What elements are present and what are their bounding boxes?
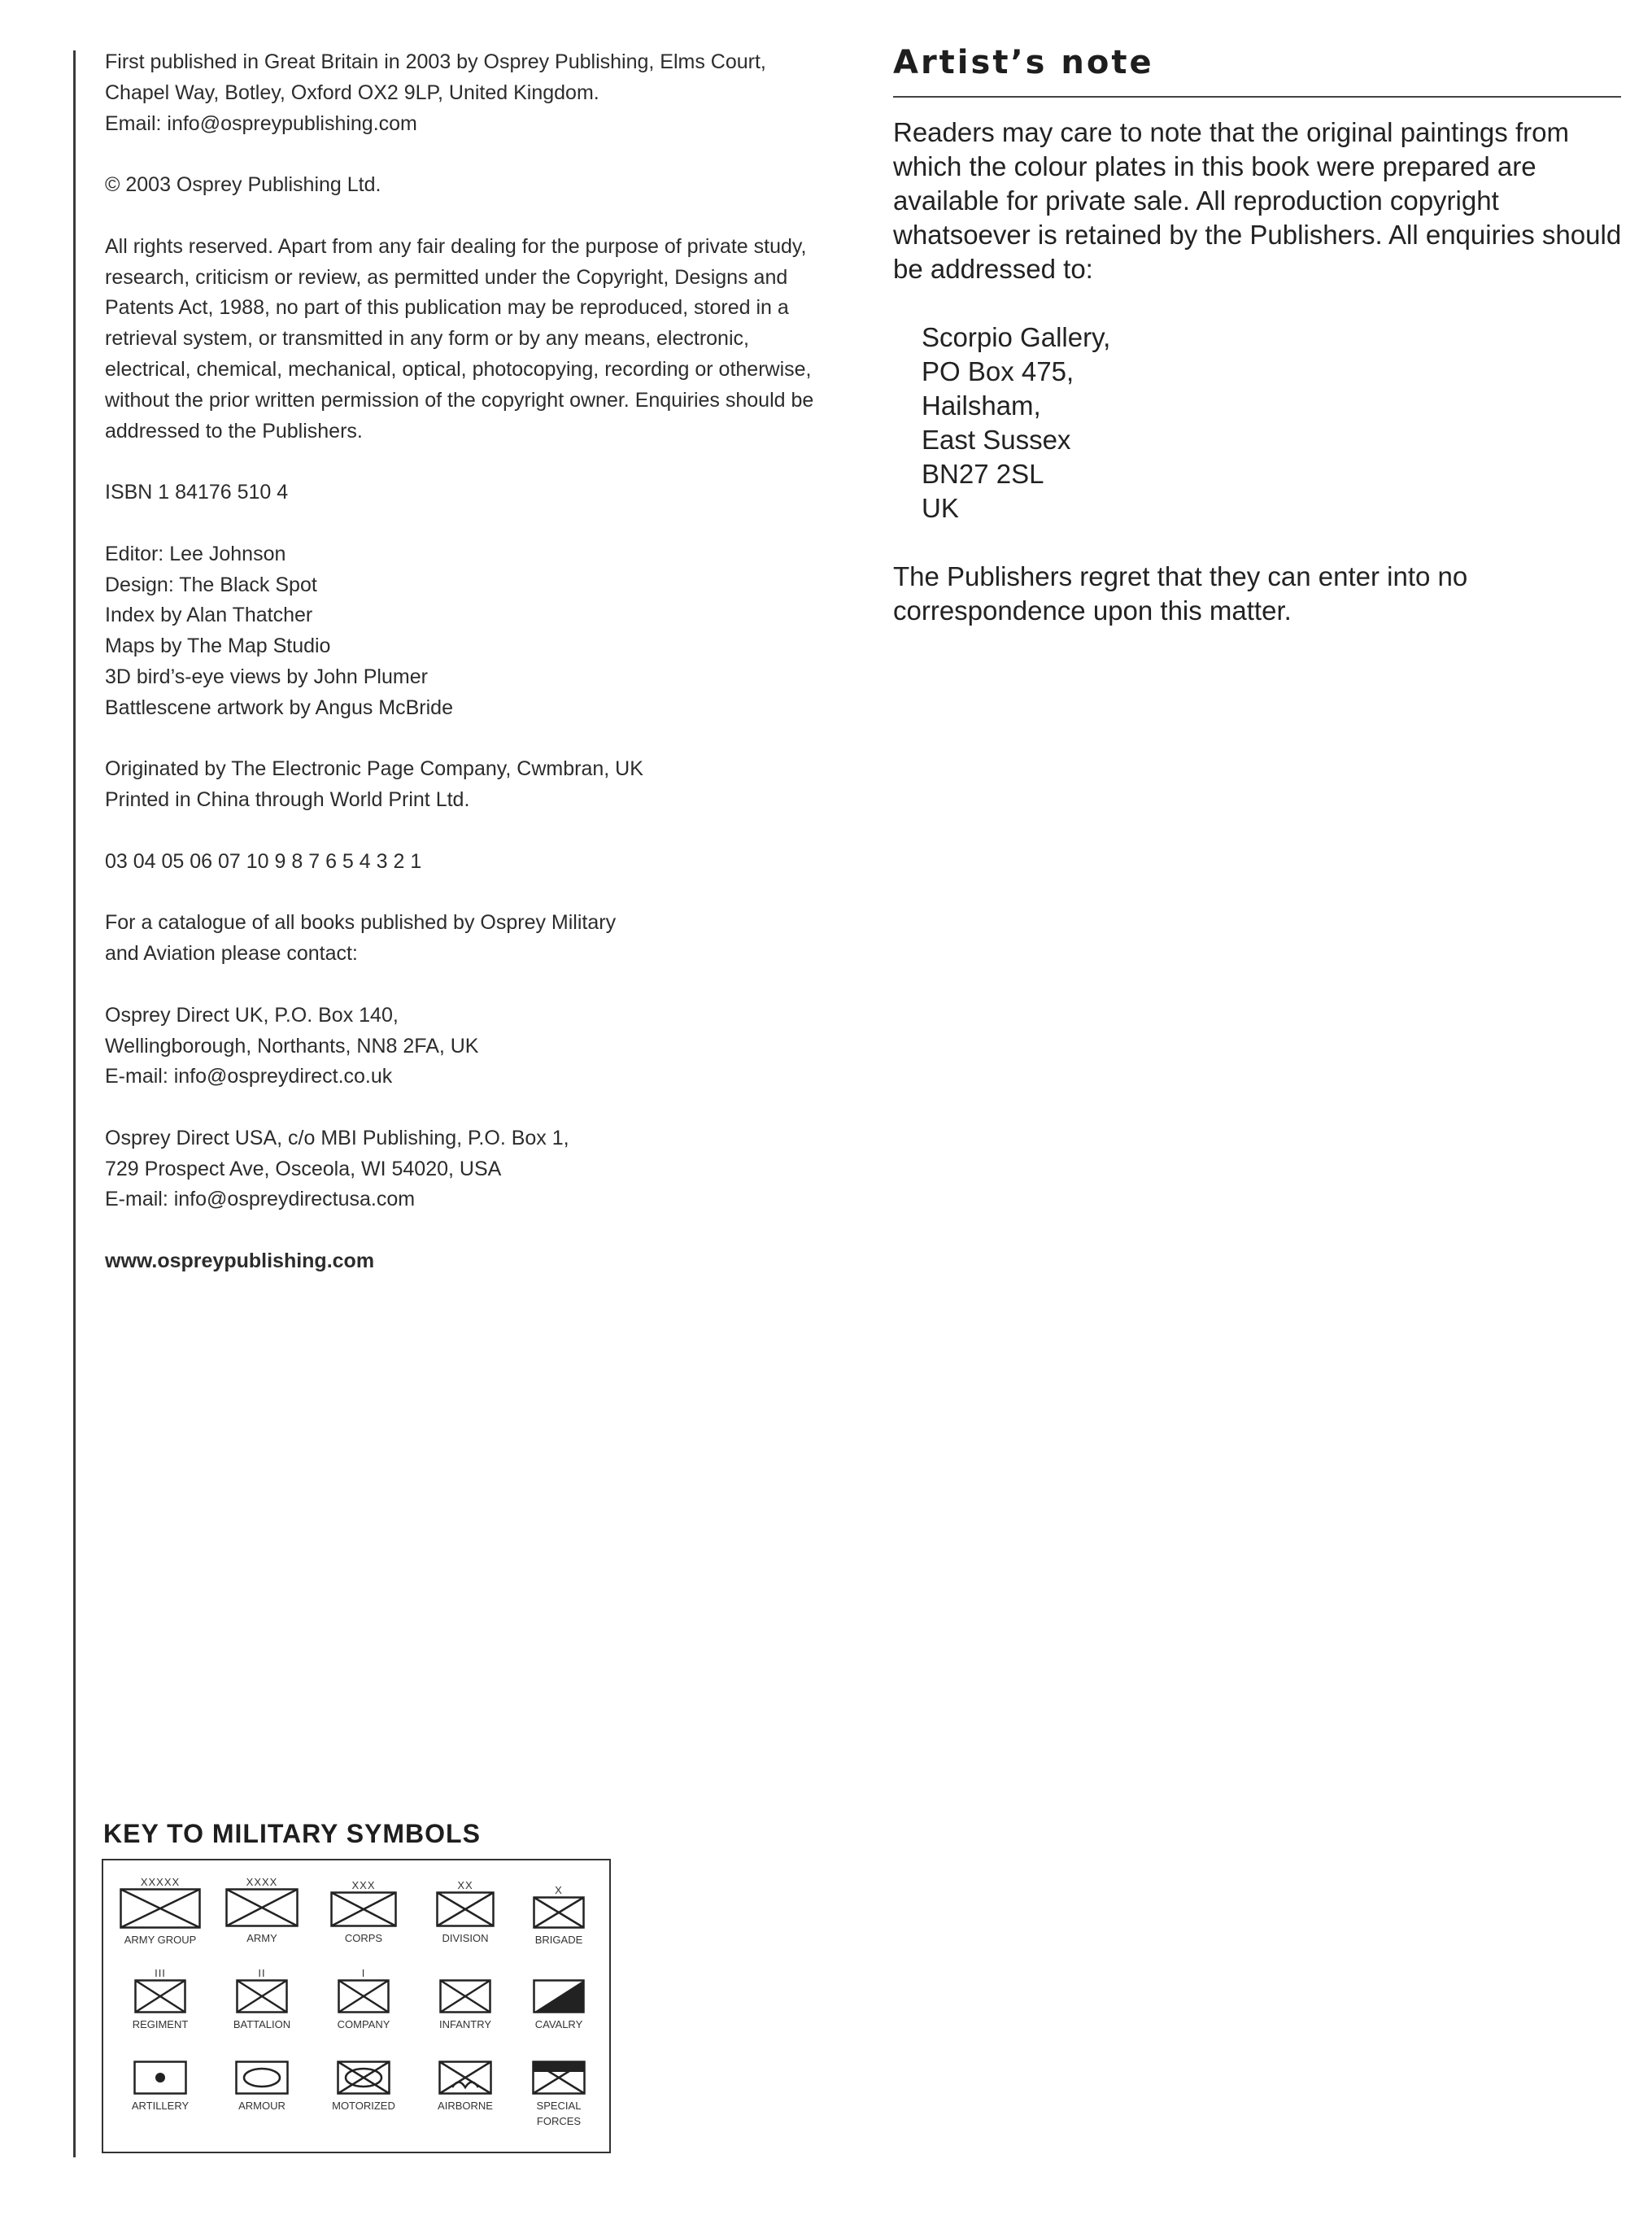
artists-note-closing: The Publishers regret that they can enter into no correspondence upon this matter. <box>893 561 1468 626</box>
symbol-infantry <box>416 1968 514 2032</box>
echelon-mark: XX <box>457 1879 473 1891</box>
catalogue-note: For a catalogue of all books published by Osprey Military and Aviation please contact: <box>105 911 617 966</box>
motorized-icon <box>337 2061 390 2095</box>
osprey-direct-usa: Osprey Direct USA, c/o MBI Publishing, P.O. Box 1, 729 Prospect Ave, Osceola, WI 54020, USA E-mail: info@ospreydirectusa.com <box>105 1126 569 1211</box>
symbol-regiment <box>111 1968 209 2032</box>
symbol-label: SPECIAL FORCES <box>536 2100 582 2127</box>
symbol-label: DIVISION <box>442 1932 489 1944</box>
echelon-mark: XXXXX <box>140 1876 181 1888</box>
armour-icon <box>235 2061 289 2095</box>
symbol-label: ARTILLERY <box>131 2100 190 2112</box>
echelon-mark: X <box>555 1884 563 1896</box>
rights-statement: All rights reserved. Apart from any fair dealing for the purpose of private study, research, criticism or review, as permitted under the Copyright, Designs and Patents Act, 1988, no part of this publication may be reproduced, stored in a retrieval system, or transmitted in any form or by any means, electronic, electrical, chemical, mechanical, optical, photocopying, recording or otherwise, without the prior written permission of the copyright owner. Enquiries should be addressed to the Publishers. <box>105 234 814 443</box>
cavalry-icon <box>533 1979 585 2013</box>
address-line: Scorpio Gallery, <box>922 322 1111 352</box>
artists-note-intro: Readers may care to note that the original paintings from which the colour plates in this book were prepared are available for private sale. All reproduction copyright whatsoever is retained by the Publishers. All enquiries should be addressed to: <box>893 117 1622 284</box>
symbol-company <box>315 1968 412 2032</box>
isbn: ISBN 1 84176 510 4 <box>105 481 289 504</box>
symbol-army-group <box>111 1877 209 1947</box>
regiment-icon <box>134 1979 186 2013</box>
army-group-icon <box>120 1888 201 1929</box>
echelon-mark <box>416 1968 514 1979</box>
infantry-icon <box>439 1979 491 2013</box>
symbol-artillery <box>111 2061 209 2113</box>
battalion-icon <box>236 1979 288 2013</box>
symbol-label: CORPS <box>344 1932 383 1944</box>
echelon-mark: III <box>155 1967 166 1979</box>
symbol-battalion <box>213 1968 311 2032</box>
symbol-cavalry <box>510 1968 608 2032</box>
symbol-armour <box>213 2061 311 2113</box>
symbol-label: COMPANY <box>337 2018 390 2030</box>
symbol-label: ARMY GROUP <box>124 1934 197 1946</box>
symbol-brigade <box>510 1885 608 1947</box>
symbol-label: ARMOUR <box>238 2100 286 2112</box>
symbol-corps <box>315 1880 412 1946</box>
imprint-column <box>105 47 853 1308</box>
symbol-label: CAVALRY <box>534 2018 583 2030</box>
symbol-label: REGIMENT <box>132 2018 189 2030</box>
credits: Editor: Lee Johnson Design: The Black Spot Index by Alan Thatcher Maps by The Map Studio 3D bird’s-eye views by John Plumer Battlescene artwork by Angus McBride <box>105 542 453 719</box>
address-line: UK <box>922 493 959 523</box>
address-line: Hailsham, <box>922 390 1041 421</box>
echelon-mark: I <box>361 1967 366 1979</box>
print-line: 03 04 05 06 07 10 9 8 7 6 5 4 3 2 1 <box>105 849 422 873</box>
symbol-army <box>213 1877 311 1946</box>
margin-rule <box>73 50 76 2157</box>
brigade-icon <box>533 1896 585 1929</box>
title-rule <box>893 96 1621 98</box>
artists-note-section <box>893 42 1625 662</box>
symbol-label: BRIGADE <box>534 1934 583 1946</box>
address-line: PO Box 475, <box>922 356 1074 386</box>
symbol-label: MOTORIZED <box>332 2100 395 2112</box>
website-link[interactable]: www.ospreypublishing.com <box>105 1250 375 1273</box>
symbol-label: INFANTRY <box>438 2018 492 2030</box>
symbol-label: ARMY <box>246 1932 277 1944</box>
airborne-icon <box>438 2061 492 2095</box>
echelon-mark: XXXX <box>246 1876 278 1888</box>
gallery-address <box>893 321 1625 526</box>
echelon-mark: II <box>258 1967 266 1979</box>
symbol-special-forces <box>510 2061 608 2129</box>
symbol-label: BATTALION <box>233 2018 291 2030</box>
symbol-label: AIRBORNE <box>438 2100 493 2112</box>
military-symbols-key <box>102 1859 611 2153</box>
division-icon <box>436 1891 495 1927</box>
symbol-division <box>416 1880 514 1946</box>
echelon-mark: XXX <box>351 1879 376 1891</box>
echelon-mark <box>510 1968 608 1979</box>
artists-note-title: Artist’s note <box>893 44 1154 81</box>
company-icon <box>338 1979 390 2013</box>
address-line: BN27 2SL <box>922 459 1044 489</box>
artillery-icon <box>133 2061 187 2095</box>
origination-info: Originated by The Electronic Page Company, Cwmbran, UK Printed in China through World Print Ltd. <box>105 757 643 812</box>
special-forces-icon <box>532 2061 586 2095</box>
osprey-direct-uk: Osprey Direct UK, P.O. Box 140, Wellingborough, Northants, NN8 2FA, UK E-mail: info@ospreydirect.co.uk <box>105 1003 479 1088</box>
army-icon <box>225 1888 299 1927</box>
copyright-line: © 2003 Osprey Publishing Ltd. <box>105 173 381 197</box>
key-title: KEY TO MILITARY SYMBOLS <box>103 1819 481 1848</box>
address-line: East Sussex <box>922 425 1071 455</box>
symbol-airborne <box>416 2061 514 2113</box>
symbol-motorized <box>315 2061 412 2113</box>
corps-icon <box>330 1891 397 1927</box>
publication-info: First published in Great Britain in 2003 by Osprey Publishing, Elms Court, Chapel Way, Botley, Oxford OX2 9LP, United Kingdom. Email: info@ospreypublishing.com <box>105 50 766 135</box>
